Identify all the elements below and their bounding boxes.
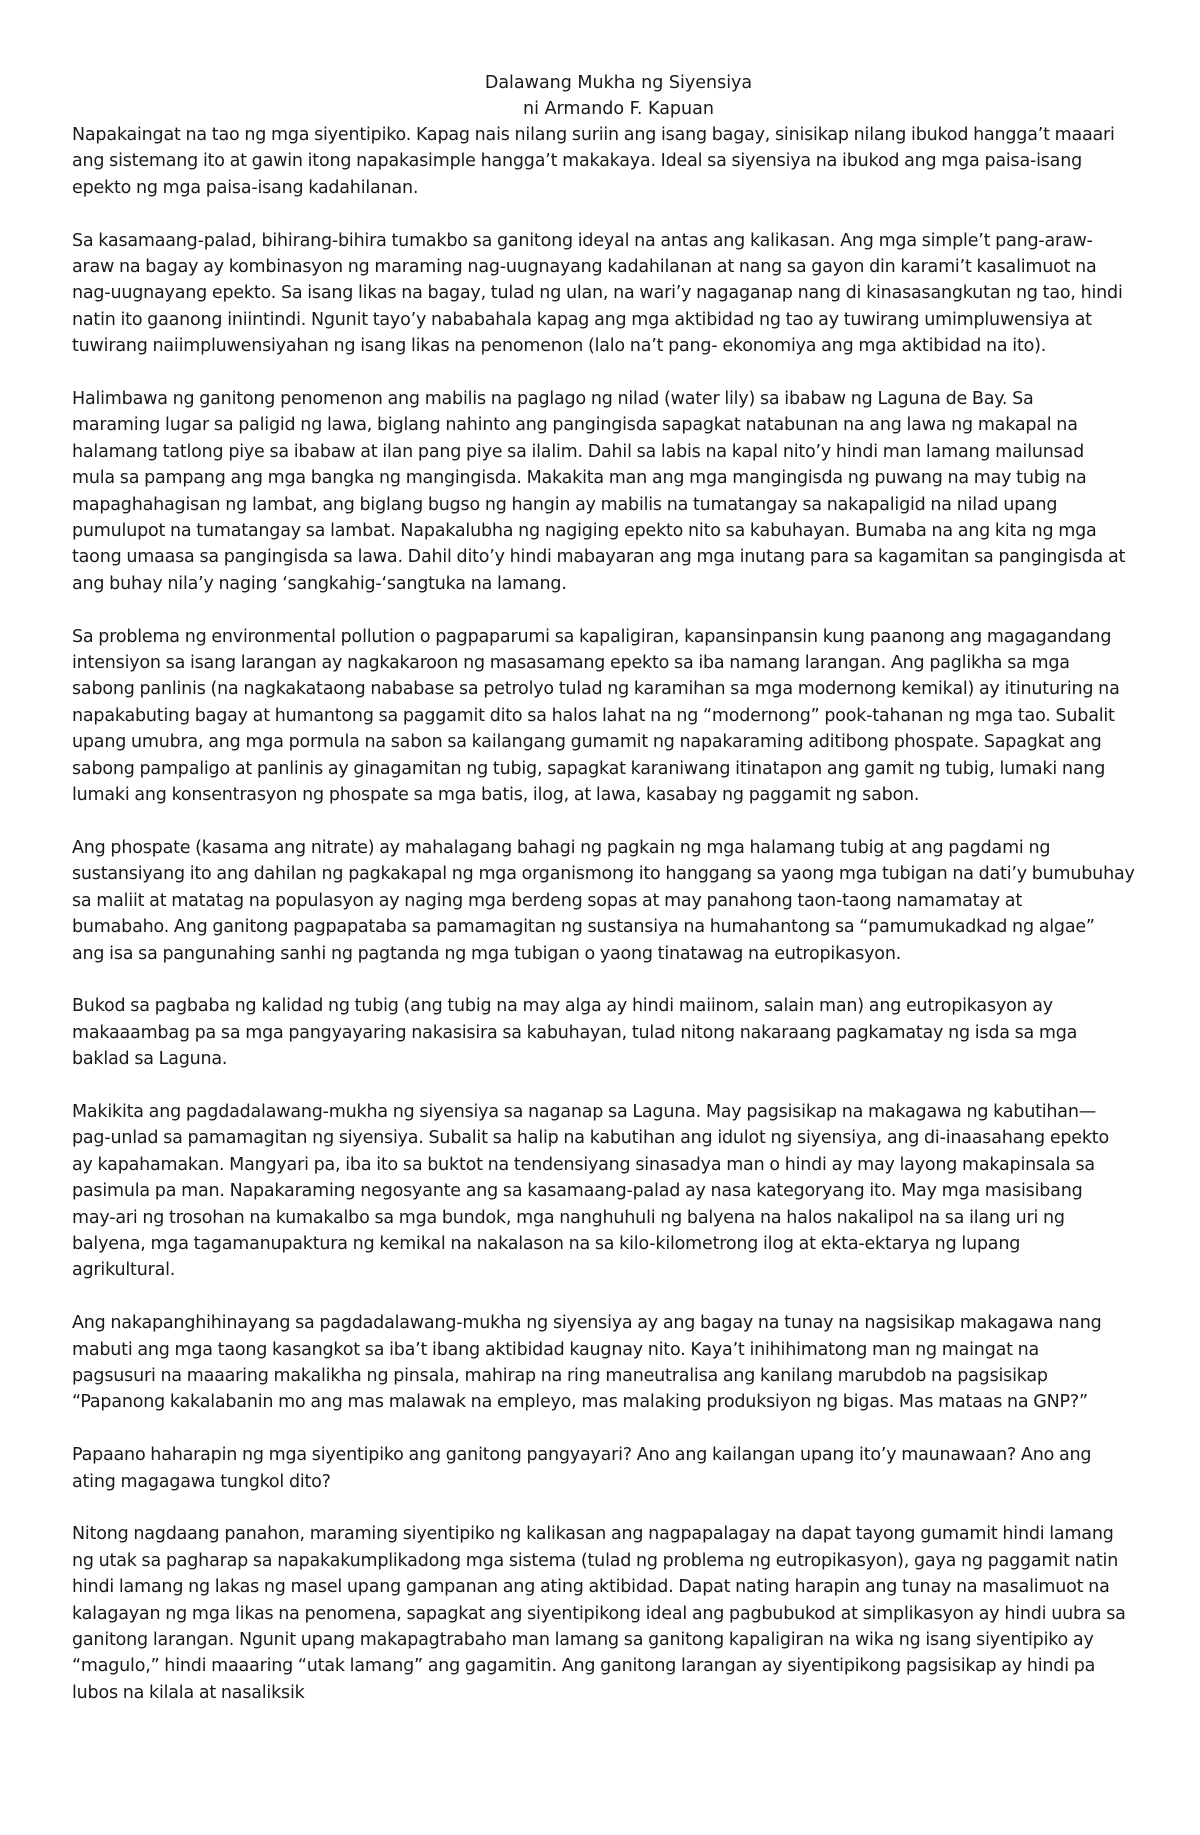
paragraph-line: Ang phospate (kasama ang nitrate) ay mahalagang bahagi ng pagkain ng mga halamang tubig at ang pagdami ng — [72, 837, 1051, 858]
paragraph-line: sabong pampaligo at panlinis ay ginagamitan ng tubig, sapagkat karaniwang itinatapon ang gamit ng tubig, lumaki nang — [72, 758, 1106, 779]
paragraph-line: ang sistemang ito at gawin itong napakasimple hangga’t makakaya. Ideal sa siyensiya na ibukod ang mga paisa-isang — [72, 151, 1082, 172]
title-block — [100, 70, 1137, 122]
paragraph-line: bumabaho. Ang ganitong pagpapataba sa pamamagitan ng sustansiya na humahantong sa “pamumukadkad ng algae” — [72, 917, 1095, 938]
paragraph-line: araw na bagay ay kombinasyon ng maraming nag-uugnayang kadahilanan at nang sa gayon din karami’t kasalimuot na — [72, 257, 1097, 278]
paragraph-line: intensiyon sa isang larangan ay nagkakaroon ng masasamang epekto sa iba namang larangan. Ang paglikha sa mga — [72, 653, 1070, 674]
paragraph-line: ng utak sa pagharap sa napakakumplikadong mga sistema (tulad ng problema ng eutropikasyon), gaya ng paggamit natin — [72, 1550, 1119, 1571]
paragraph-line: “Papanong kakalabanin mo ang mas malawak na empleyo, mas malaking produksiyon ng bigas. Mas mataas na GNP?” — [72, 1392, 1088, 1413]
paragraph-line: sustansiyang ito ang dahilan ng pagkakapal ng mga organismong ito hanggang sa yaong mga tubigan na dati’y bumubuhay — [72, 864, 1135, 885]
paragraph-line: mabuti ang mga taong kasangkot sa iba’t ibang aktibidad kaugnay nito. Kaya’t inihihimatong man ng maingat na — [72, 1339, 1040, 1360]
paragraph-line: pag-unlad sa pamamagitan ng siyensiya. Subalit sa halip na kabutihan ang idulot ng siyensiya, ang di-inaasahang epekto — [72, 1128, 1109, 1149]
paragraph — [72, 1099, 1137, 1284]
paragraph-line: ating magagawa tungkol dito? — [72, 1471, 331, 1492]
paragraph-line: pasimula pa man. Napakaraming negosyante ang sa kasamaang-palad ay nasa kategoryang ito. May mga masisibang — [72, 1181, 1083, 1202]
paragraph-line: Bukod sa pagbaba ng kalidad ng tubig (ang tubig na may alga ay hindi maiinom, salain man) ang eutropikasyon ay — [72, 996, 1053, 1017]
paragraph — [72, 228, 1137, 360]
document-author: ni Armando F. Kapuan — [523, 99, 714, 119]
paragraph-line: Napakaingat na tao ng mga siyentipiko. Kapag nais nilang suriin ang isang bagay, sinisikap nilang ibukod hangga’t maaari — [72, 125, 1115, 145]
document-title: Dalawang Mukha ng Siyensiya — [484, 73, 753, 93]
paragraph-line: ang isa sa pangunahing sanhi ng pagtanda ng mga tubigan o yaong tinatawag na eutropikasyon. — [72, 943, 902, 964]
paragraph-line: napakabuting bagay at humantong sa paggamit dito sa halos lahat na ng “modernong” pook-tahanan ng mga tao. Subalit — [72, 705, 1115, 726]
paragraph-line: may-ari ng trosohan na kumakalbo sa mga bundok, mga nanghuhuli ng balyena na halos nakalipol na sa ilang uri ng — [72, 1207, 1065, 1228]
paragraph-line: lumaki ang konsentrasyon ng phospate sa mga batis, ilog, at lawa, kasabay ng paggamit ng sabon. — [72, 785, 920, 806]
paragraph-line: halamang tatlong piye sa ibabaw at ilan pang piye sa ilalim. Dahil sa labis na kapal nito’y hindi man lamang mailunsad — [72, 441, 1084, 462]
paragraph — [72, 993, 1137, 1072]
paragraph-line: Ang nakapanghihinayang sa pagdadalawang-mukha ng siyensiya ay ang bagay na tunay na nagsisikap makagawa nang — [72, 1313, 1102, 1334]
paragraph — [72, 835, 1137, 967]
paragraph-line: balyena, mga tagamanupaktura ng kemikal na nakalason na sa kilo-kilometrong ilog at ekta-ektarya ng lupang — [72, 1233, 1021, 1254]
paragraph-line: agrikultural. — [72, 1260, 176, 1281]
paragraph-line: taong umaasa sa pangingisda sa lawa. Dahil dito’y hindi mabayaran ang mga inutang para sa kagamitan sa pangingisda at — [72, 547, 1126, 568]
paragraph-line: upang umubra, ang mga pormula na sabon sa kailangang gumamit ng napakaraming aditibong phospate. Sapagkat ang — [72, 732, 1102, 753]
paragraph-line: hindi lamang ng lakas ng masel upang gampanan ang ating aktibidad. Dapat nating harapin ang tunay na masalimuot na — [72, 1577, 1110, 1598]
paragraph-line: mula sa pampang ang mga bangka ng mangingisda. Makakita man ang mga mangingisda ng puwang na may tubig na — [72, 468, 1087, 489]
paragraph-line: Sa kasamaang-palad, bihirang-bihira tumakbo sa ganitong ideyal na antas ang kalikasan. Ang mga simple’t pang-araw- — [72, 230, 1093, 251]
paragraph-line: Makikita ang pagdadalawang-mukha ng siyensiya sa naganap sa Laguna. May pagsisikap na makagawa ng kabutihan— — [72, 1101, 1097, 1122]
paragraph — [72, 1442, 1137, 1495]
paragraph-line: ang buhay nila’y naging ‘sangkahig-‘sangtuka na lamang. — [72, 573, 567, 594]
paragraph-line: sa maliit at matatag na populasyon ay naging mga berdeng sopas at may panahong taon-taong namamatay at — [72, 890, 1022, 911]
paragraph-line: natin ito gaanong iniintindi. Ngunit tayo’y nababahala kapag ang mga aktibidad ng tao ay tuwirang umimpluwensiya at — [72, 309, 1092, 330]
paragraph — [72, 1310, 1137, 1416]
paragraph-line: Halimbawa ng ganitong penomenon ang mabilis na paglago ng nilad (water lily) sa ibabaw ng Laguna de Bay. Sa — [72, 389, 1034, 410]
paragraph-line: makaaambag pa sa mga pangyayaring nakasisira sa kabuhayan, tulad nitong nakaraang pagkamatay ng isda sa mga — [72, 1022, 1078, 1043]
document-body — [72, 122, 1137, 1706]
paragraph-line: nag-uugnayang epekto. Sa isang likas na bagay, tulad ng ulan, na wari’y nagaganap nang di kinasasangkutan ng tao, hindi — [72, 283, 1123, 304]
paragraph-line: Papaano haharapin ng mga siyentipiko ang ganitong pangyayari? Ano ang kailangan upang ito’y maunawaan? Ano ang — [72, 1445, 1092, 1466]
paragraph-line: epekto ng mga paisa-isang kadahilanan. — [72, 177, 419, 198]
paragraph-line: “magulo,” hindi maaaring “utak lamang” ang gagamitin. Ang ganitong larangan ay siyentipikong pagsisikap ay hindi pa — [72, 1656, 1096, 1677]
paragraph-line: Sa problema ng environmental pollution o pagpaparumi sa kapaligiran, kapansinpansin kung paanong ang magagandang — [72, 626, 1112, 647]
paragraph-line: sabong panlinis (na nagkakataong nababase sa petrolyo tulad ng karamihan sa mga modernong kemikal) ay itinuturing na — [72, 679, 1120, 700]
paragraph-line: Nitong nagdaang panahon, maraming siyentipiko ng kalikasan ang nagpapalagay na dapat tayong gumamit hindi lamang — [72, 1524, 1114, 1545]
paragraph-line: ganitong larangan. Ngunit upang makapagtrabaho man lamang sa ganitong kapaligiran na wika ng isang siyentipiko ay — [72, 1630, 1094, 1651]
paragraph — [72, 386, 1137, 597]
document-page — [72, 70, 1137, 1706]
paragraph-line: maraming lugar sa paligid ng lawa, biglang nahinto ang pangingisda sapagkat natabunan na ang lawa ng makapal na — [72, 415, 1078, 436]
paragraph-line: pagsusuri na maaaring makalikha ng pinsala, mahirap na ring maneutralisa ang kanilang marubdob na pagsisikap — [72, 1365, 1048, 1386]
paragraph-line: kalagayan ng mga likas na penomena, sapagkat ang siyentipikong ideal ang pagbubukod at simplikasyon ay hindi uubra sa — [72, 1603, 1126, 1624]
paragraph-line: tuwirang naiimpluwensiyahan ng isang likas na penomenon (lalo na’t pang- ekonomiya ang mga aktibidad na ito). — [72, 336, 1047, 357]
paragraph-line: ay kapahamakan. Mangyari pa, iba ito sa buktot na tendensiyang sinasadya man o hindi ay may layong makapinsala sa — [72, 1154, 1095, 1175]
paragraph — [72, 624, 1137, 809]
paragraph-line: pumulupot na tumatangay sa lambat. Napakalubha ng nagiging epekto nito sa kabuhayan. Bumaba na ang kita ng mga — [72, 521, 1097, 542]
paragraph-line: mapaghahagisan ng lambat, ang biglang bugso ng hangin ay mabilis na tumatangay sa nakapaligid na nilad upang — [72, 494, 1058, 515]
paragraph — [72, 122, 1137, 201]
paragraph-line: lubos na kilala at nasaliksik — [72, 1682, 305, 1703]
paragraph — [72, 1521, 1137, 1706]
paragraph-line: baklad sa Laguna. — [72, 1049, 228, 1070]
